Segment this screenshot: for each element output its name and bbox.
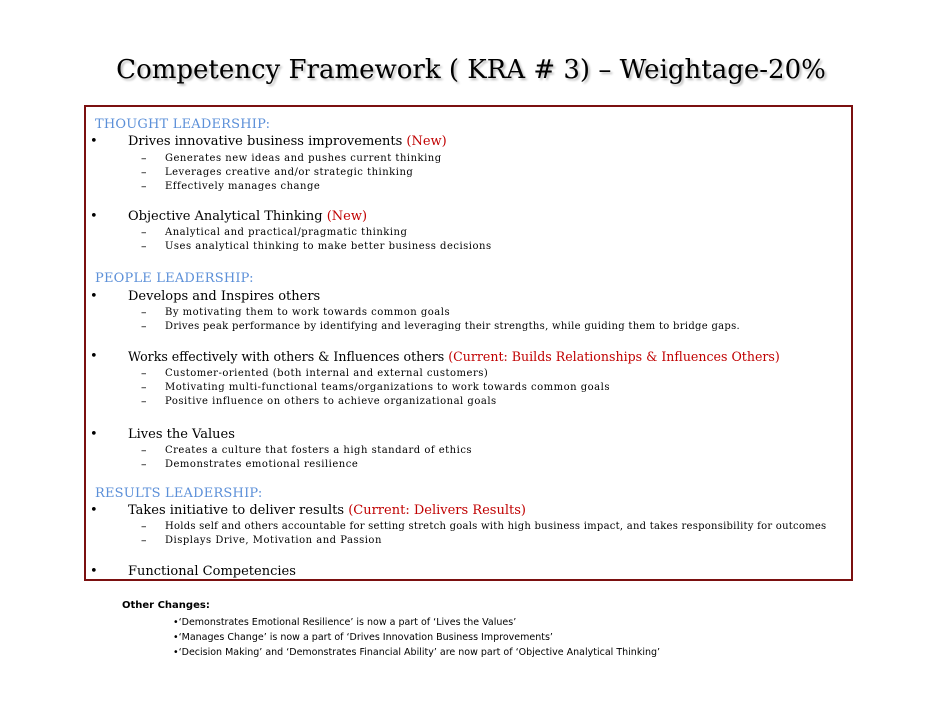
competency-item (128, 349, 780, 364)
sub-item: Displays Drive, Motivation and Passion (165, 535, 382, 546)
sub-item: Motivating multi-functional teams/organizations to work towards common goals (165, 382, 610, 393)
other-change-item: •‘Demonstrates Emotional Resilience’ is now a part of ‘Lives the Values’ (173, 617, 517, 628)
dash-icon: – (141, 320, 147, 333)
sub-item: Positive influence on others to achieve organizational goals (165, 396, 497, 407)
competency-note: (Current: Delivers Results) (348, 503, 526, 518)
bullet-icon: • (90, 349, 98, 364)
section-heading-thought: THOUGHT LEADERSHIP: (95, 117, 271, 132)
section-heading-people: PEOPLE LEADERSHIP: (95, 271, 254, 286)
other-change-item: •‘Decision Making’ and ‘Demonstrates Financial Ability’ are now part of ‘Objective Analytical Thinking’ (173, 647, 661, 658)
bullet-icon: • (90, 289, 98, 304)
dash-icon: – (141, 152, 147, 165)
competency-label: Takes initiative to deliver results (128, 503, 349, 518)
competency-label: Lives the Values (128, 427, 235, 442)
bullet-icon: • (90, 134, 98, 149)
other-change-item: •‘Manages Change’ is now a part of ‘Drives Innovation Business Improvements’ (173, 632, 553, 643)
dash-icon: – (141, 367, 147, 380)
dash-icon: – (141, 306, 147, 319)
sub-item: Effectively manages change (165, 181, 321, 192)
sub-item: Generates new ideas and pushes current thinking (165, 153, 442, 164)
bullet-icon: • (90, 564, 98, 579)
sub-item: Leverages creative and/or strategic thinking (165, 167, 414, 178)
sub-item: Holds self and others accountable for setting stretch goals with high business impact, and takes responsibility for outcomes (165, 521, 827, 532)
dash-icon: – (141, 520, 147, 533)
section-heading-results: RESULTS LEADERSHIP: (95, 486, 263, 501)
competency-note: (Current: Builds Relationships & Influences Others) (448, 349, 780, 364)
dash-icon: – (141, 166, 147, 179)
competency-label: Functional Competencies (128, 564, 296, 579)
sub-item: Drives peak performance by identifying and leveraging their strengths, while guiding them to bridge gaps. (165, 321, 741, 332)
competency-label: Works effectively with others & Influences others (128, 349, 449, 364)
competency-item (128, 564, 296, 579)
sub-item: By motivating them to work towards common goals (165, 307, 451, 318)
dash-icon: – (141, 240, 147, 253)
sub-item: Analytical and practical/pragmatic thinking (165, 227, 408, 238)
competency-item (128, 134, 447, 149)
dash-icon: – (141, 458, 147, 471)
bullet-icon: • (90, 503, 98, 518)
page-title: Competency Framework ( KRA # 3) – Weightage-20% (116, 55, 826, 85)
competency-item (128, 503, 526, 518)
competency-item (128, 427, 235, 442)
dash-icon: – (141, 534, 147, 547)
other-changes-title: Other Changes: (122, 600, 210, 611)
competency-item (128, 289, 320, 304)
competency-label: Drives innovative business improvements (128, 134, 407, 149)
competency-note: (New) (326, 209, 368, 224)
sub-item: Creates a culture that fosters a high standard of ethics (165, 445, 473, 456)
competency-note: (New) (406, 134, 447, 149)
competency-label: Objective Analytical Thinking (128, 209, 327, 224)
bullet-icon: • (90, 427, 98, 442)
dash-icon: – (141, 180, 147, 193)
sub-item: Demonstrates emotional resilience (165, 459, 359, 470)
competency-frame (84, 105, 853, 581)
sub-item: Customer-oriented (both internal and external customers) (165, 368, 489, 379)
dash-icon: – (141, 226, 147, 239)
dash-icon: – (141, 395, 147, 408)
dash-icon: – (141, 381, 147, 394)
sub-item: Uses analytical thinking to make better business decisions (165, 241, 492, 252)
competency-item (128, 209, 367, 224)
competency-label: Develops and Inspires others (128, 289, 321, 304)
dash-icon: – (141, 444, 147, 457)
bullet-icon: • (90, 209, 98, 224)
